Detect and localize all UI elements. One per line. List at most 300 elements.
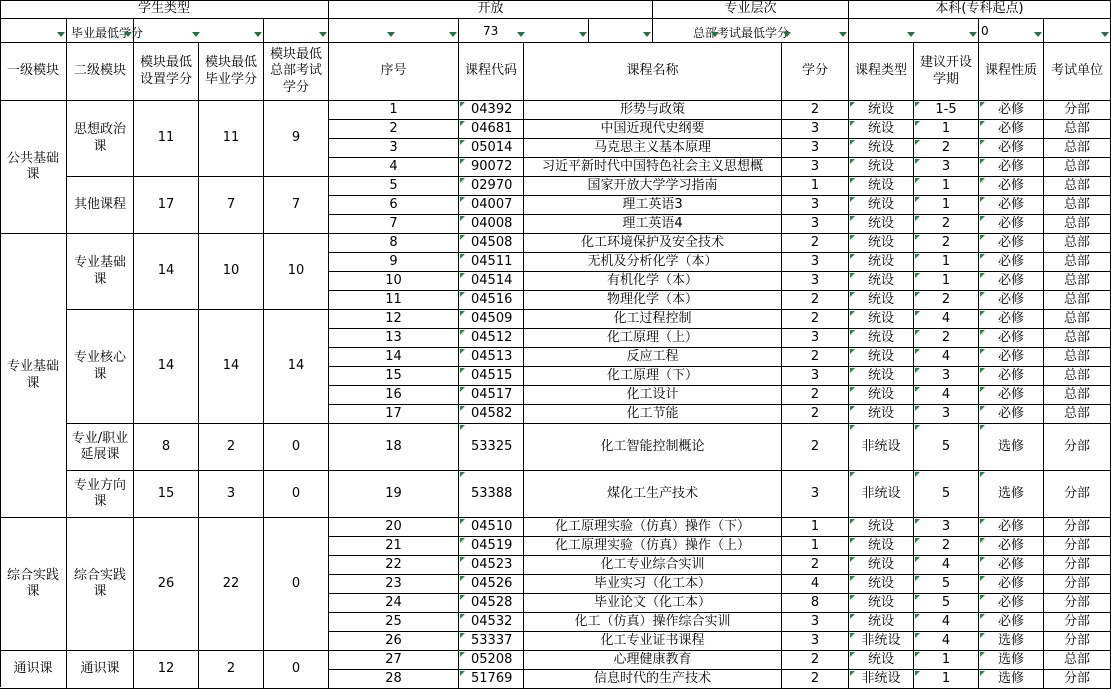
course-code-cell xyxy=(459,537,524,556)
course-type-cell-text: 统设 xyxy=(867,120,894,136)
course-term-cell-text: 1 xyxy=(941,196,951,212)
course-code-cell xyxy=(459,158,524,177)
course-credit-cell xyxy=(782,670,849,689)
course-unit-cell xyxy=(1044,291,1111,310)
course-credit-cell xyxy=(782,405,849,424)
module-level2-text: 通识课 xyxy=(80,661,120,677)
course-no-cell xyxy=(329,329,459,348)
cell-note-marker xyxy=(915,538,920,543)
course-credit-cell-text: 2 xyxy=(810,101,820,117)
course-type-cell-text: 统设 xyxy=(867,158,894,174)
course-name-cell xyxy=(524,537,782,556)
course-credit-cell xyxy=(782,632,849,651)
course-unit-cell xyxy=(1044,518,1111,537)
course-no-cell xyxy=(329,177,459,196)
course-name-cell-text: 马克思主义基本原理 xyxy=(593,139,711,155)
course-unit-cell xyxy=(1044,253,1111,272)
filter-open-value-text: 73 xyxy=(483,24,499,38)
course-name-cell-text: 反应工程 xyxy=(626,348,679,364)
chevron-down-icon[interactable] xyxy=(57,32,65,37)
course-nature-cell xyxy=(979,471,1044,518)
cell-note-marker xyxy=(915,330,920,335)
column-header xyxy=(329,43,459,101)
course-type-cell xyxy=(849,291,914,310)
course-term-cell xyxy=(914,518,979,537)
chevron-down-icon[interactable] xyxy=(579,32,587,37)
course-unit-cell xyxy=(1044,120,1111,139)
cell-note-marker xyxy=(980,235,985,240)
filter-col-1[interactable] xyxy=(0,19,67,43)
course-name-cell xyxy=(524,234,782,253)
course-no-cell xyxy=(329,670,459,689)
course-credit-cell-text: 3 xyxy=(810,120,820,136)
course-type-cell xyxy=(849,310,914,329)
module-min-exam-credit-text: 7 xyxy=(291,196,301,212)
module-min-grad-credit xyxy=(199,234,264,310)
course-no-cell-text: 3 xyxy=(389,139,398,155)
cell-note-marker xyxy=(850,140,855,145)
course-unit-cell xyxy=(1044,367,1111,386)
course-code-cell xyxy=(459,196,524,215)
course-no-cell-text: 16 xyxy=(385,386,402,402)
course-nature-cell xyxy=(979,139,1044,158)
column-header xyxy=(849,43,914,101)
course-type-cell-text: 统设 xyxy=(867,575,894,591)
course-no-cell xyxy=(329,272,459,291)
cell-note-marker xyxy=(980,425,985,430)
module-min-grad-credit xyxy=(199,518,264,651)
course-name-cell-text: 理工英语4 xyxy=(622,215,683,231)
course-nature-cell xyxy=(979,386,1044,405)
course-code-cell xyxy=(459,177,524,196)
filter-col-13[interactable] xyxy=(1044,19,1111,43)
course-credit-cell xyxy=(782,367,849,386)
module-min-grad-credit-text: 2 xyxy=(226,661,236,677)
column-header xyxy=(0,43,67,101)
course-code-cell-text: 04510 xyxy=(471,518,513,534)
course-nature-cell-text: 必修 xyxy=(997,139,1024,155)
cell-note-marker xyxy=(980,197,985,202)
course-no-cell-text: 9 xyxy=(389,253,398,269)
course-credit-cell xyxy=(782,120,849,139)
course-no-cell-text: 1 xyxy=(389,101,398,117)
course-term-cell xyxy=(914,329,979,348)
course-unit-cell-text: 总部 xyxy=(1063,272,1090,288)
course-name-cell xyxy=(524,471,782,518)
cell-note-marker xyxy=(850,159,855,164)
cell-note-marker xyxy=(460,311,465,316)
course-type-cell-text: 统设 xyxy=(867,518,894,534)
course-name-cell xyxy=(524,253,782,272)
module-level2-text: 专业/职业延展课 xyxy=(71,430,129,462)
module-min-set-credit-text: 11 xyxy=(157,130,175,146)
module-min-set-credit xyxy=(134,234,199,310)
filter-open-value[interactable] xyxy=(459,19,589,43)
course-code-cell xyxy=(459,101,524,120)
cell-note-marker xyxy=(915,292,920,297)
course-type-cell-text: 统设 xyxy=(867,177,894,193)
course-unit-cell-text: 分部 xyxy=(1063,438,1090,454)
chevron-down-icon[interactable] xyxy=(517,32,525,37)
course-nature-cell xyxy=(979,405,1044,424)
cell-note-marker xyxy=(980,140,985,145)
module-level2-text: 综合实践课 xyxy=(73,567,126,599)
course-name-cell xyxy=(524,405,782,424)
cell-note-marker xyxy=(980,273,985,278)
level-value: 本科(专科起点) xyxy=(849,0,1111,19)
course-name-cell xyxy=(524,291,782,310)
filter-exam-credit[interactable] xyxy=(653,19,849,43)
module-min-set-credit-text: 8 xyxy=(161,438,171,454)
course-credit-cell-text: 1 xyxy=(810,177,820,193)
course-term-cell-text: 4 xyxy=(941,386,951,402)
chevron-down-icon[interactable] xyxy=(783,32,791,37)
filter-col-6[interactable] xyxy=(329,19,459,43)
course-nature-cell-text: 必修 xyxy=(997,310,1024,326)
course-term-cell-text: 5 xyxy=(941,594,951,610)
course-code-cell-text: 04528 xyxy=(471,594,513,610)
module-level1 xyxy=(0,234,67,518)
column-header xyxy=(134,43,199,101)
course-unit-cell xyxy=(1044,234,1111,253)
course-term-cell xyxy=(914,291,979,310)
cell-note-marker xyxy=(460,140,465,145)
course-nature-cell xyxy=(979,272,1044,291)
course-name-cell xyxy=(524,575,782,594)
course-code-cell-text: 04514 xyxy=(471,272,513,288)
module-min-set-credit xyxy=(134,310,199,424)
course-no-cell-text: 17 xyxy=(385,405,402,421)
course-term-cell-text: 1 xyxy=(941,670,951,686)
course-code-cell-text: 04681 xyxy=(471,120,513,136)
course-code-cell xyxy=(459,575,524,594)
cell-note-marker xyxy=(850,387,855,392)
course-code-cell-text: 02970 xyxy=(471,177,513,193)
chevron-down-icon[interactable] xyxy=(254,32,262,37)
course-term-cell xyxy=(914,471,979,518)
course-credit-cell xyxy=(782,329,849,348)
cell-note-marker xyxy=(915,576,920,581)
module-level1-text: 通识课 xyxy=(13,661,53,677)
course-name-cell xyxy=(524,139,782,158)
filter-col-8[interactable] xyxy=(589,19,653,43)
course-no-cell xyxy=(329,310,459,329)
course-code-cell xyxy=(459,594,524,613)
course-no-cell xyxy=(329,120,459,139)
course-no-cell-text: 2 xyxy=(389,120,398,136)
module-min-exam-credit-text: 0 xyxy=(291,485,301,501)
filter-graduation-credit-text: 毕业最低学分 xyxy=(71,26,144,40)
course-term-cell-text: 2 xyxy=(941,215,951,231)
module-min-grad-credit-text: 7 xyxy=(226,196,236,212)
course-type-cell xyxy=(849,196,914,215)
module-min-grad-credit-text: 2 xyxy=(226,438,236,454)
cell-note-marker xyxy=(980,102,985,107)
course-credit-cell xyxy=(782,348,849,367)
course-credit-cell xyxy=(782,253,849,272)
course-term-cell-text: 1 xyxy=(941,651,951,667)
course-term-cell xyxy=(914,177,979,196)
course-nature-cell xyxy=(979,158,1044,177)
cell-note-marker xyxy=(460,216,465,221)
course-unit-cell-text: 分部 xyxy=(1063,594,1090,610)
course-name-cell xyxy=(524,632,782,651)
course-no-cell-text: 26 xyxy=(385,632,402,648)
chevron-down-icon[interactable] xyxy=(449,32,457,37)
filter-graduation-credit[interactable] xyxy=(67,19,144,43)
course-nature-cell xyxy=(979,613,1044,632)
open-header: 开放 xyxy=(329,0,653,19)
course-term-cell-text: 4 xyxy=(941,310,951,326)
course-code-cell xyxy=(459,613,524,632)
filter-col-5[interactable] xyxy=(264,19,329,43)
course-unit-cell-text: 分部 xyxy=(1063,101,1090,117)
course-nature-cell xyxy=(979,670,1044,689)
chevron-down-icon[interactable] xyxy=(192,32,200,37)
column-header-text: 建议开设学期 xyxy=(919,55,972,87)
chevron-down-icon[interactable] xyxy=(907,32,915,37)
course-unit-cell xyxy=(1044,139,1111,158)
chevron-down-icon[interactable] xyxy=(711,32,719,37)
chevron-down-icon[interactable] xyxy=(319,32,327,37)
cell-note-marker xyxy=(915,425,920,430)
course-type-cell xyxy=(849,575,914,594)
course-nature-cell xyxy=(979,329,1044,348)
cell-note-marker xyxy=(980,595,985,600)
module-min-exam-credit xyxy=(264,177,329,234)
column-header xyxy=(782,43,849,101)
course-name-cell xyxy=(524,348,782,367)
module-min-exam-credit-text: 0 xyxy=(291,575,301,591)
course-unit-cell-text: 分部 xyxy=(1063,670,1090,686)
course-type-cell-text: 统设 xyxy=(867,367,894,383)
course-no-cell-text: 14 xyxy=(385,348,402,364)
course-no-cell xyxy=(329,139,459,158)
course-credit-cell-text: 3 xyxy=(810,139,820,155)
course-code-cell-text: 04008 xyxy=(471,215,513,231)
course-type-cell xyxy=(849,518,914,537)
cell-note-marker xyxy=(460,557,465,562)
course-type-cell-text: 统设 xyxy=(867,348,894,364)
course-credit-cell-text: 1 xyxy=(810,537,820,553)
cell-note-marker xyxy=(850,273,855,278)
cell-note-marker xyxy=(850,254,855,259)
course-type-cell-text: 统设 xyxy=(867,196,894,212)
course-nature-cell-text: 必修 xyxy=(997,120,1024,136)
column-header-text: 学分 xyxy=(801,63,828,79)
course-credit-cell xyxy=(782,556,849,575)
module-level2 xyxy=(67,310,134,424)
chevron-down-icon[interactable] xyxy=(387,32,395,37)
course-credit-cell-text: 2 xyxy=(810,234,820,250)
course-name-cell xyxy=(524,310,782,329)
course-name-cell-text: 理工英语3 xyxy=(622,196,683,212)
column-header xyxy=(914,43,979,101)
course-nature-cell-text: 必修 xyxy=(997,253,1024,269)
cell-note-marker xyxy=(850,576,855,581)
course-term-cell xyxy=(914,632,979,651)
course-nature-cell xyxy=(979,234,1044,253)
course-code-cell xyxy=(459,329,524,348)
cell-note-marker xyxy=(460,576,465,581)
course-nature-cell-text: 必修 xyxy=(997,329,1024,345)
module-level2-text: 其他课程 xyxy=(73,196,126,212)
course-term-cell xyxy=(914,424,979,471)
course-credit-cell-text: 2 xyxy=(810,310,820,326)
cell-note-marker xyxy=(850,519,855,524)
course-credit-cell-text: 3 xyxy=(810,215,820,231)
course-unit-cell xyxy=(1044,651,1111,670)
course-type-cell xyxy=(849,651,914,670)
column-header xyxy=(199,43,264,101)
chevron-down-icon[interactable] xyxy=(1101,32,1109,37)
cell-note-marker xyxy=(850,292,855,297)
module-min-exam-credit-text: 0 xyxy=(291,438,301,454)
course-no-cell-text: 6 xyxy=(389,196,398,212)
module-min-exam-credit xyxy=(264,651,329,689)
course-nature-cell xyxy=(979,196,1044,215)
course-nature-cell-text: 必修 xyxy=(997,348,1024,364)
course-unit-cell-text: 总部 xyxy=(1063,196,1090,212)
course-type-cell-text: 非统设 xyxy=(861,670,901,686)
course-unit-cell xyxy=(1044,329,1111,348)
filter-col-3[interactable] xyxy=(134,19,264,43)
course-credit-cell xyxy=(782,386,849,405)
course-nature-cell xyxy=(979,518,1044,537)
course-unit-cell xyxy=(1044,556,1111,575)
course-nature-cell xyxy=(979,310,1044,329)
chevron-down-icon[interactable] xyxy=(1034,32,1042,37)
column-header-text: 序号 xyxy=(380,63,407,79)
course-credit-cell xyxy=(782,575,849,594)
course-credit-cell xyxy=(782,234,849,253)
chevron-down-icon[interactable] xyxy=(969,32,977,37)
cell-note-marker xyxy=(460,292,465,297)
course-name-cell-text: 中国近现代史纲要 xyxy=(600,120,705,136)
course-nature-cell xyxy=(979,367,1044,386)
module-min-exam-credit xyxy=(264,310,329,424)
course-no-cell xyxy=(329,651,459,670)
column-header-text: 二级模块 xyxy=(73,63,126,79)
course-credit-cell-text: 2 xyxy=(810,438,820,454)
column-header xyxy=(264,43,329,101)
course-unit-cell-text: 总部 xyxy=(1063,158,1090,174)
module-min-grad-credit-text: 11 xyxy=(222,130,240,146)
module-level2 xyxy=(67,234,134,310)
module-min-set-credit xyxy=(134,518,199,651)
cell-note-marker xyxy=(850,102,855,107)
course-nature-cell-text: 必修 xyxy=(997,537,1024,553)
module-min-grad-credit xyxy=(199,310,264,424)
course-credit-cell xyxy=(782,310,849,329)
course-unit-cell-text: 总部 xyxy=(1063,139,1090,155)
course-nature-cell-text: 必修 xyxy=(997,405,1024,421)
module-level1-text: 专业基础课 xyxy=(6,359,59,391)
course-type-cell-text: 统设 xyxy=(867,310,894,326)
module-level1-text: 公共基础课 xyxy=(6,150,59,182)
course-type-cell-text: 统设 xyxy=(867,234,894,250)
course-no-cell-text: 15 xyxy=(385,367,402,383)
course-unit-cell xyxy=(1044,215,1111,234)
filter-exam-value[interactable] xyxy=(979,19,1044,43)
course-credit-cell-text: 2 xyxy=(810,386,820,402)
chevron-down-icon[interactable] xyxy=(124,32,132,37)
course-term-cell xyxy=(914,556,979,575)
course-term-cell-text: 3 xyxy=(941,405,951,421)
module-min-set-credit-text: 17 xyxy=(157,196,175,212)
course-term-cell-text: 1 xyxy=(941,253,951,269)
course-no-cell-text: 4 xyxy=(389,158,398,174)
course-term-cell xyxy=(914,575,979,594)
course-code-cell xyxy=(459,310,524,329)
chevron-down-icon[interactable] xyxy=(643,32,651,37)
course-code-cell xyxy=(459,386,524,405)
module-min-exam-credit xyxy=(264,424,329,471)
course-type-cell xyxy=(849,405,914,424)
cell-note-marker xyxy=(980,614,985,619)
course-term-cell-text: 2 xyxy=(941,329,951,345)
course-unit-cell-text: 分部 xyxy=(1063,537,1090,553)
course-name-cell-text: 化工原理实验（仿真）操作（上） xyxy=(554,537,750,553)
cell-note-marker xyxy=(460,121,465,126)
course-type-cell-text: 非统设 xyxy=(861,438,901,454)
course-name-cell-text: 化工智能控制概论 xyxy=(600,438,705,454)
module-level2-text: 专业基础课 xyxy=(73,255,126,287)
course-type-cell-text: 统设 xyxy=(867,386,894,402)
cell-note-marker xyxy=(460,387,465,392)
course-nature-cell-text: 必修 xyxy=(997,215,1024,231)
course-nature-cell-text: 必修 xyxy=(997,575,1024,591)
course-type-cell xyxy=(849,613,914,632)
module-min-set-credit xyxy=(134,651,199,689)
cell-note-marker xyxy=(850,311,855,316)
course-unit-cell-text: 分部 xyxy=(1063,632,1090,648)
course-code-cell xyxy=(459,253,524,272)
cell-note-marker xyxy=(980,387,985,392)
course-no-cell-text: 22 xyxy=(385,556,402,572)
course-unit-cell xyxy=(1044,424,1111,471)
course-type-cell xyxy=(849,556,914,575)
course-nature-cell-text: 选修 xyxy=(997,438,1024,454)
course-unit-cell-text: 分部 xyxy=(1063,485,1090,501)
course-no-cell xyxy=(329,196,459,215)
course-code-cell-text: 04582 xyxy=(471,405,513,421)
course-nature-cell-text: 必修 xyxy=(997,386,1024,402)
course-name-cell-text: 有机化学（本） xyxy=(606,272,698,288)
module-level2 xyxy=(67,177,134,234)
course-no-cell xyxy=(329,613,459,632)
column-header-text: 课程代码 xyxy=(464,63,517,79)
course-nature-cell xyxy=(979,632,1044,651)
course-no-cell-text: 21 xyxy=(385,537,402,553)
module-min-set-credit-text: 14 xyxy=(157,358,175,374)
cell-note-marker xyxy=(850,178,855,183)
course-nature-cell xyxy=(979,291,1044,310)
module-min-exam-credit xyxy=(264,471,329,518)
course-no-cell-text: 25 xyxy=(385,613,402,629)
chevron-down-icon[interactable] xyxy=(839,32,847,37)
course-name-cell-text: 化工（仿真）操作综合实训 xyxy=(574,613,731,629)
course-code-cell-text: 05208 xyxy=(471,651,513,667)
cell-note-marker xyxy=(850,472,855,477)
course-unit-cell xyxy=(1044,158,1111,177)
filter-col-10[interactable] xyxy=(849,19,979,43)
course-name-cell-text: 化工过程控制 xyxy=(613,310,692,326)
module-min-set-credit xyxy=(134,101,199,177)
course-name-cell-text: 化工设计 xyxy=(626,386,679,402)
cell-note-marker xyxy=(915,159,920,164)
course-nature-cell xyxy=(979,177,1044,196)
